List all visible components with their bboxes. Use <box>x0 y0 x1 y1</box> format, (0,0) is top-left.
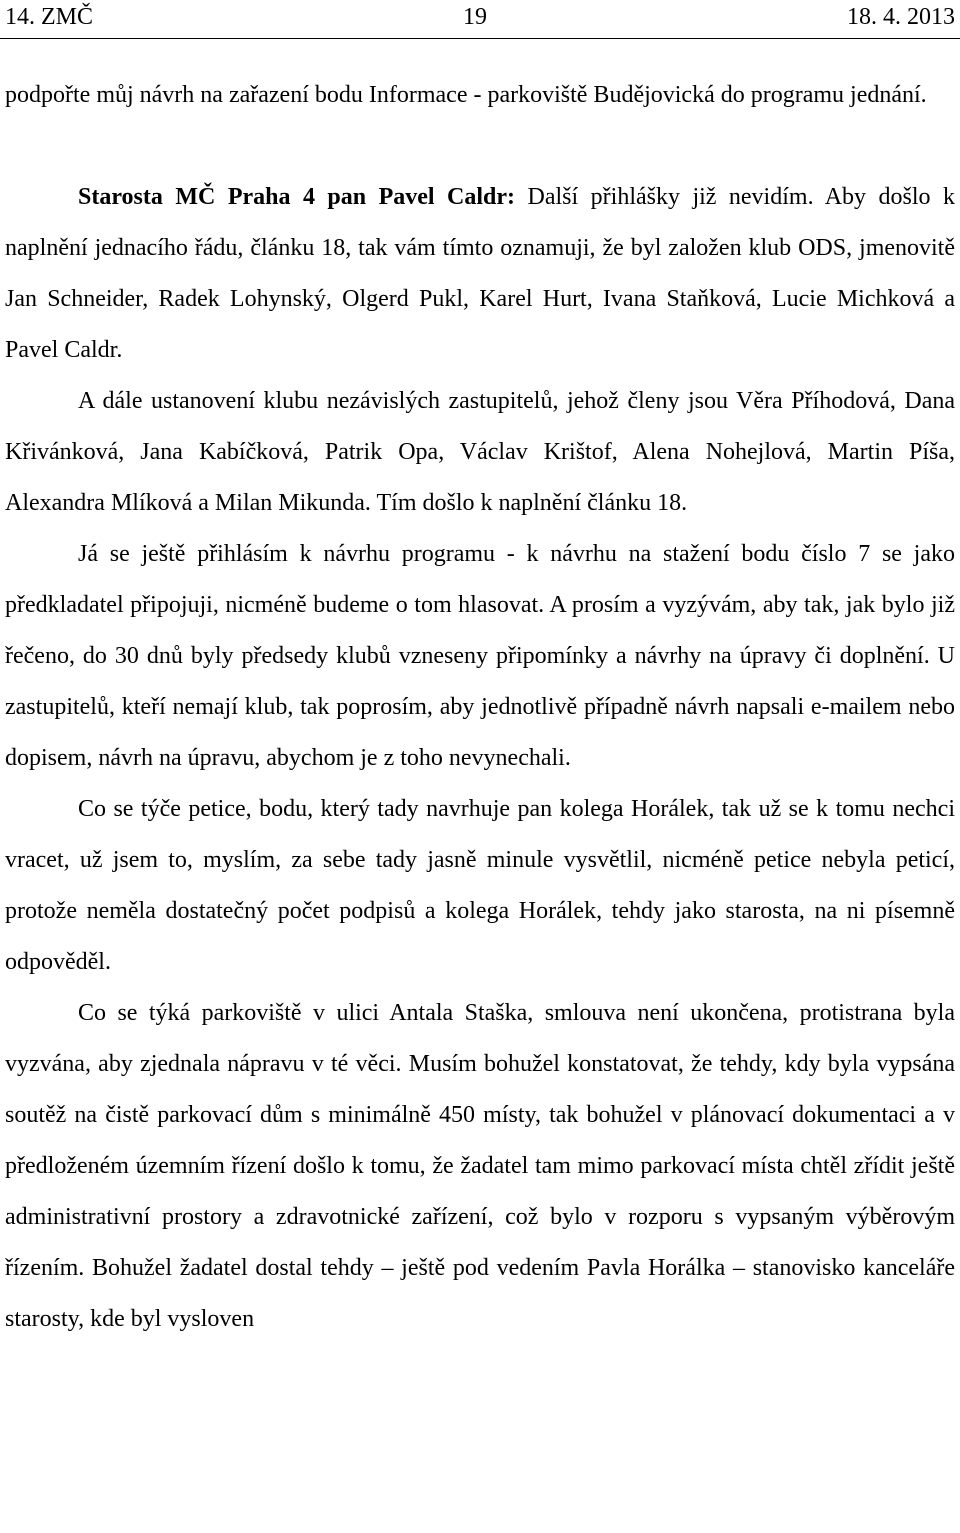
paragraph-gap <box>5 121 955 172</box>
paragraph-6: Co se týká parkoviště v ulici Antala Staška, smlouva není ukončena, protistrana byla vyzvána, aby zjednala nápravu v té věci. Musím bohužel konstatovat, že tehdy, kdy byla vypsána soutěž na čistě parkovací dům s minimálně 450 místy, tak bohužel v plánovací dokumentaci a v předloženém územním řízení došlo k tomu, že žadatel tam mimo parkovací místa chtěl zřídit ještě administrativní prostory a zdravotnické zařízení, což bylo v rozporu s vypsaným výběrovým řízením. Bohužel žadatel dostal tehdy – ještě pod vedením Pavla Horálka – stanovisko kanceláře starosty, kde byl vysloven <box>5 1000 955 1332</box>
page-header <box>0 0 960 39</box>
paragraph-4: Já se ještě přihlásím k návrhu programu - k návrhu na stažení bodu číslo 7 se jako předkladatel připojuji, nicméně budeme o tom hlasovat. A prosím a vyzývám, aby tak, jak bylo již řečeno, do 30 dnů byly předsedy klubů vzneseny připomínky a návrhy na úpravy či doplnění. U zastupitelů, kteří nemají klub, tak poprosím, aby jednotlivě případně návrh napsali e-mailem nebo dopisem, návrh na úpravu, abychom je z toho nevynechali. <box>5 541 955 771</box>
paragraph-3: A dále ustanovení klubu nezávislých zastupitelů, jehož členy jsou Věra Příhodová, Dana Křivánková, Jana Kabíčková, Patrik Opa, Václav Krištof, Alena Nohejlová, Martin Píša, Alexandra Mlíková a Milan Mikunda. Tím došlo k naplnění článku 18. <box>5 388 955 516</box>
speaker-label: Starosta MČ Praha 4 pan Pavel Caldr: <box>78 184 516 210</box>
header-session: 14. ZMČ <box>5 4 94 30</box>
page-number: 19 <box>463 4 487 30</box>
header-date: 18. 4. 2013 <box>847 4 955 30</box>
paragraph-2 <box>5 172 955 376</box>
paragraph-5: Co se týče petice, bodu, který tady navrhuje pan kolega Horálek, tak už se k tomu nechci vracet, už jsem to, myslím, za sebe tady jasně minule vysvětlil, nicméně petice nebyla peticí, protože neměla dostatečný počet podpisů a kolega Horálek, tehdy jako starosta, na ni písemně odpověděl. <box>5 796 955 975</box>
transcript-body <box>5 70 955 1345</box>
speaker-statement: Další přihlášky již nevidím. Aby došlo k naplnění jednacího řádu, článku 18, tak vám tímto oznamuji, že byl založen klub ODS, jmenovitě Jan Schneider, Radek Lohynský, Olgerd Pukl, Karel Hurt, Ivana Staňková, Lucie Michková a Pavel Caldr. <box>5 184 956 363</box>
paragraph-1: podpořte můj návrh na zařazení bodu Informace - parkoviště Budějovická do programu jednání. <box>5 82 927 108</box>
